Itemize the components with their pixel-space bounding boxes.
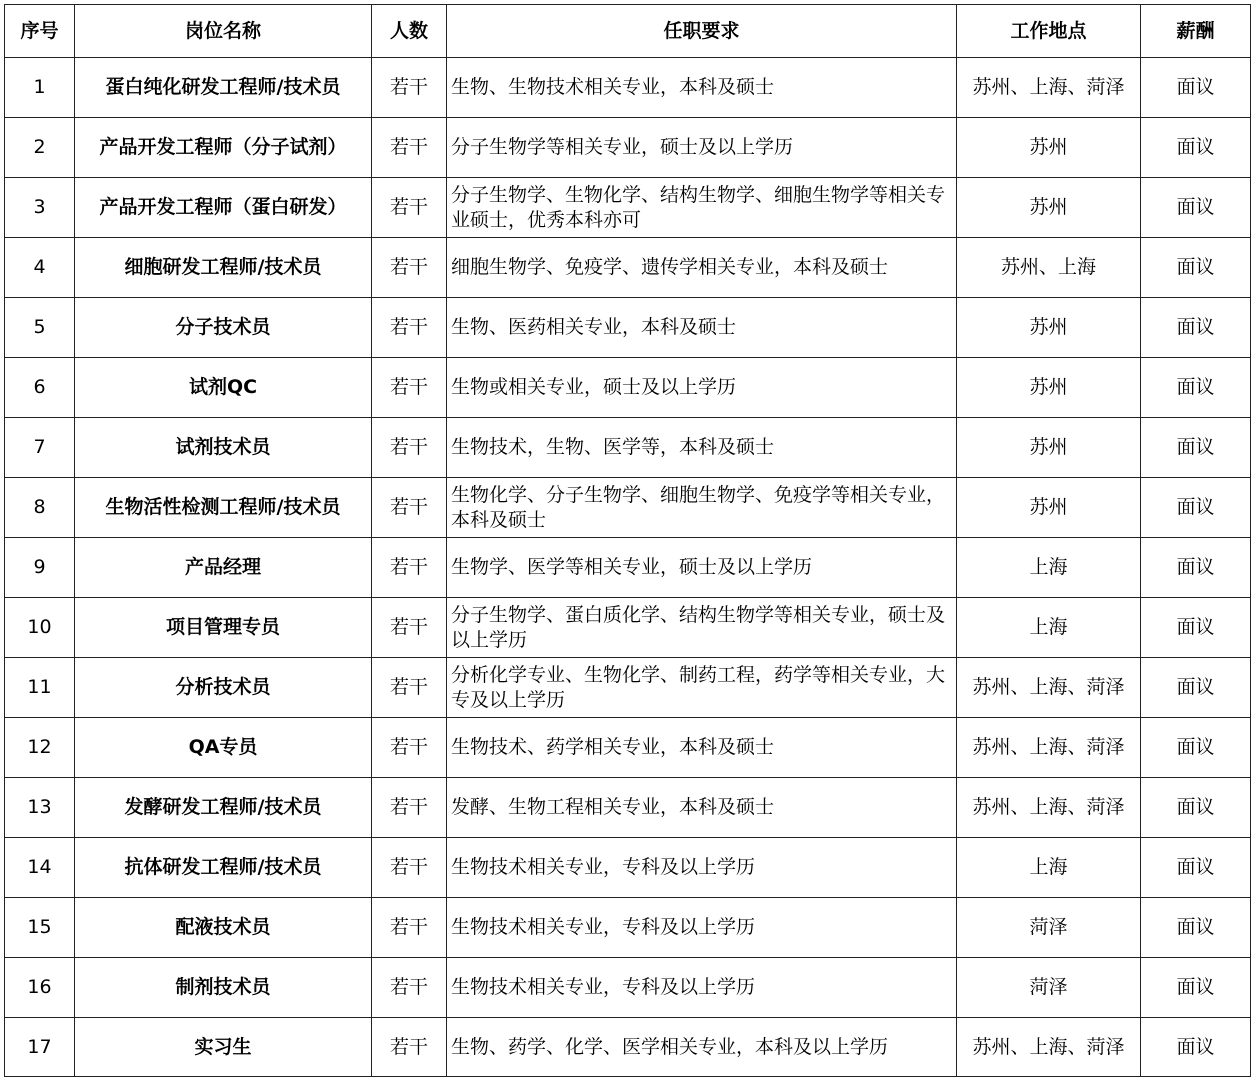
cell-headcount: 若干	[372, 118, 447, 178]
cell-job-title: 抗体研发工程师/技术员	[75, 838, 372, 898]
table-row	[5, 418, 1251, 478]
cell-headcount: 若干	[372, 478, 447, 538]
cell-no: 2	[5, 118, 75, 178]
cell-salary: 面议	[1141, 598, 1251, 658]
cell-requirements: 生物技术相关专业，专科及以上学历	[447, 958, 957, 1018]
table-row	[5, 178, 1251, 238]
cell-headcount: 若干	[372, 838, 447, 898]
cell-salary: 面议	[1141, 118, 1251, 178]
table-row	[5, 538, 1251, 598]
cell-no: 13	[5, 778, 75, 838]
cell-job-title: 制剂技术员	[75, 958, 372, 1018]
cell-headcount: 若干	[372, 418, 447, 478]
cell-salary: 面议	[1141, 658, 1251, 718]
cell-salary: 面议	[1141, 958, 1251, 1018]
table-body	[5, 58, 1251, 1077]
cell-no: 7	[5, 418, 75, 478]
cell-no: 12	[5, 718, 75, 778]
header-no: 序号	[5, 5, 75, 58]
cell-requirements: 分子生物学等相关专业，硕士及以上学历	[447, 118, 957, 178]
cell-no: 11	[5, 658, 75, 718]
cell-location: 苏州	[957, 358, 1141, 418]
cell-no: 14	[5, 838, 75, 898]
header-salary: 薪酬	[1141, 5, 1251, 58]
cell-location: 菏泽	[957, 958, 1141, 1018]
table-row	[5, 298, 1251, 358]
cell-no: 1	[5, 58, 75, 118]
table-row	[5, 778, 1251, 838]
cell-requirements: 生物化学、分子生物学、细胞生物学、免疫学等相关专业，本科及硕士	[447, 478, 957, 538]
cell-headcount: 若干	[372, 778, 447, 838]
cell-location: 苏州	[957, 298, 1141, 358]
cell-no: 9	[5, 538, 75, 598]
cell-salary: 面议	[1141, 838, 1251, 898]
cell-job-title: 项目管理专员	[75, 598, 372, 658]
cell-location: 上海	[957, 538, 1141, 598]
cell-headcount: 若干	[372, 358, 447, 418]
cell-job-title: 产品开发工程师（蛋白研发）	[75, 178, 372, 238]
cell-headcount: 若干	[372, 898, 447, 958]
table-row	[5, 898, 1251, 958]
header-title: 岗位名称	[75, 5, 372, 58]
cell-salary: 面议	[1141, 538, 1251, 598]
cell-salary: 面议	[1141, 298, 1251, 358]
cell-no: 17	[5, 1018, 75, 1077]
cell-job-title: 产品开发工程师（分子试剂）	[75, 118, 372, 178]
cell-job-title: 分析技术员	[75, 658, 372, 718]
cell-job-title: 蛋白纯化研发工程师/技术员	[75, 58, 372, 118]
cell-salary: 面议	[1141, 58, 1251, 118]
cell-location: 上海	[957, 838, 1141, 898]
cell-headcount: 若干	[372, 238, 447, 298]
cell-headcount: 若干	[372, 58, 447, 118]
cell-headcount: 若干	[372, 958, 447, 1018]
cell-requirements: 生物、药学、化学、医学相关专业，本科及以上学历	[447, 1018, 957, 1077]
cell-salary: 面议	[1141, 1018, 1251, 1077]
cell-headcount: 若干	[372, 718, 447, 778]
header-location: 工作地点	[957, 5, 1141, 58]
cell-no: 16	[5, 958, 75, 1018]
cell-salary: 面议	[1141, 898, 1251, 958]
header-requirements: 任职要求	[447, 5, 957, 58]
cell-salary: 面议	[1141, 418, 1251, 478]
cell-location: 苏州、上海、菏泽	[957, 718, 1141, 778]
cell-job-title: 产品经理	[75, 538, 372, 598]
cell-requirements: 生物学、医学等相关专业，硕士及以上学历	[447, 538, 957, 598]
cell-job-title: 配液技术员	[75, 898, 372, 958]
cell-headcount: 若干	[372, 598, 447, 658]
cell-no: 6	[5, 358, 75, 418]
cell-salary: 面议	[1141, 178, 1251, 238]
table-row	[5, 118, 1251, 178]
cell-requirements: 生物技术相关专业，专科及以上学历	[447, 838, 957, 898]
cell-requirements: 分子生物学、蛋白质化学、结构生物学等相关专业，硕士及以上学历	[447, 598, 957, 658]
cell-salary: 面议	[1141, 718, 1251, 778]
cell-requirements: 生物、医药相关专业，本科及硕士	[447, 298, 957, 358]
cell-requirements: 生物技术、药学相关专业，本科及硕士	[447, 718, 957, 778]
cell-salary: 面议	[1141, 778, 1251, 838]
cell-location: 上海	[957, 598, 1141, 658]
job-postings-table	[4, 4, 1251, 1077]
table-row	[5, 358, 1251, 418]
cell-headcount: 若干	[372, 298, 447, 358]
cell-location: 苏州、上海、菏泽	[957, 658, 1141, 718]
table-row	[5, 1018, 1251, 1077]
table-row	[5, 598, 1251, 658]
cell-requirements: 发酵、生物工程相关专业，本科及硕士	[447, 778, 957, 838]
cell-no: 15	[5, 898, 75, 958]
cell-headcount: 若干	[372, 178, 447, 238]
cell-job-title: 细胞研发工程师/技术员	[75, 238, 372, 298]
cell-job-title: 发酵研发工程师/技术员	[75, 778, 372, 838]
cell-salary: 面议	[1141, 238, 1251, 298]
cell-no: 3	[5, 178, 75, 238]
cell-location: 苏州、上海、菏泽	[957, 778, 1141, 838]
cell-location: 苏州、上海、菏泽	[957, 58, 1141, 118]
cell-headcount: 若干	[372, 1018, 447, 1077]
cell-location: 苏州	[957, 178, 1141, 238]
cell-requirements: 分析化学专业、生物化学、制药工程，药学等相关专业，大专及以上学历	[447, 658, 957, 718]
cell-salary: 面议	[1141, 358, 1251, 418]
cell-headcount: 若干	[372, 538, 447, 598]
cell-requirements: 生物、生物技术相关专业，本科及硕士	[447, 58, 957, 118]
table-row	[5, 478, 1251, 538]
header-count: 人数	[372, 5, 447, 58]
cell-location: 菏泽	[957, 898, 1141, 958]
cell-job-title: 实习生	[75, 1018, 372, 1077]
cell-requirements: 分子生物学、生物化学、结构生物学、细胞生物学等相关专业硕士，优秀本科亦可	[447, 178, 957, 238]
table-row	[5, 658, 1251, 718]
cell-salary: 面议	[1141, 478, 1251, 538]
cell-location: 苏州、上海	[957, 238, 1141, 298]
cell-no: 4	[5, 238, 75, 298]
cell-location: 苏州、上海、菏泽	[957, 1018, 1141, 1077]
cell-location: 苏州	[957, 478, 1141, 538]
table-row	[5, 238, 1251, 298]
cell-requirements: 生物或相关专业，硕士及以上学历	[447, 358, 957, 418]
cell-location: 苏州	[957, 118, 1141, 178]
cell-headcount: 若干	[372, 658, 447, 718]
cell-requirements: 生物技术，生物、医学等，本科及硕士	[447, 418, 957, 478]
cell-requirements: 生物技术相关专业，专科及以上学历	[447, 898, 957, 958]
cell-location: 苏州	[957, 418, 1141, 478]
cell-job-title: 试剂QC	[75, 358, 372, 418]
cell-job-title: 生物活性检测工程师/技术员	[75, 478, 372, 538]
cell-job-title: QA专员	[75, 718, 372, 778]
table-row	[5, 718, 1251, 778]
table-header-row	[5, 5, 1251, 58]
cell-no: 8	[5, 478, 75, 538]
table-row	[5, 58, 1251, 118]
cell-no: 5	[5, 298, 75, 358]
table-row	[5, 958, 1251, 1018]
cell-job-title: 分子技术员	[75, 298, 372, 358]
cell-requirements: 细胞生物学、免疫学、遗传学相关专业，本科及硕士	[447, 238, 957, 298]
table-row	[5, 838, 1251, 898]
cell-job-title: 试剂技术员	[75, 418, 372, 478]
cell-no: 10	[5, 598, 75, 658]
